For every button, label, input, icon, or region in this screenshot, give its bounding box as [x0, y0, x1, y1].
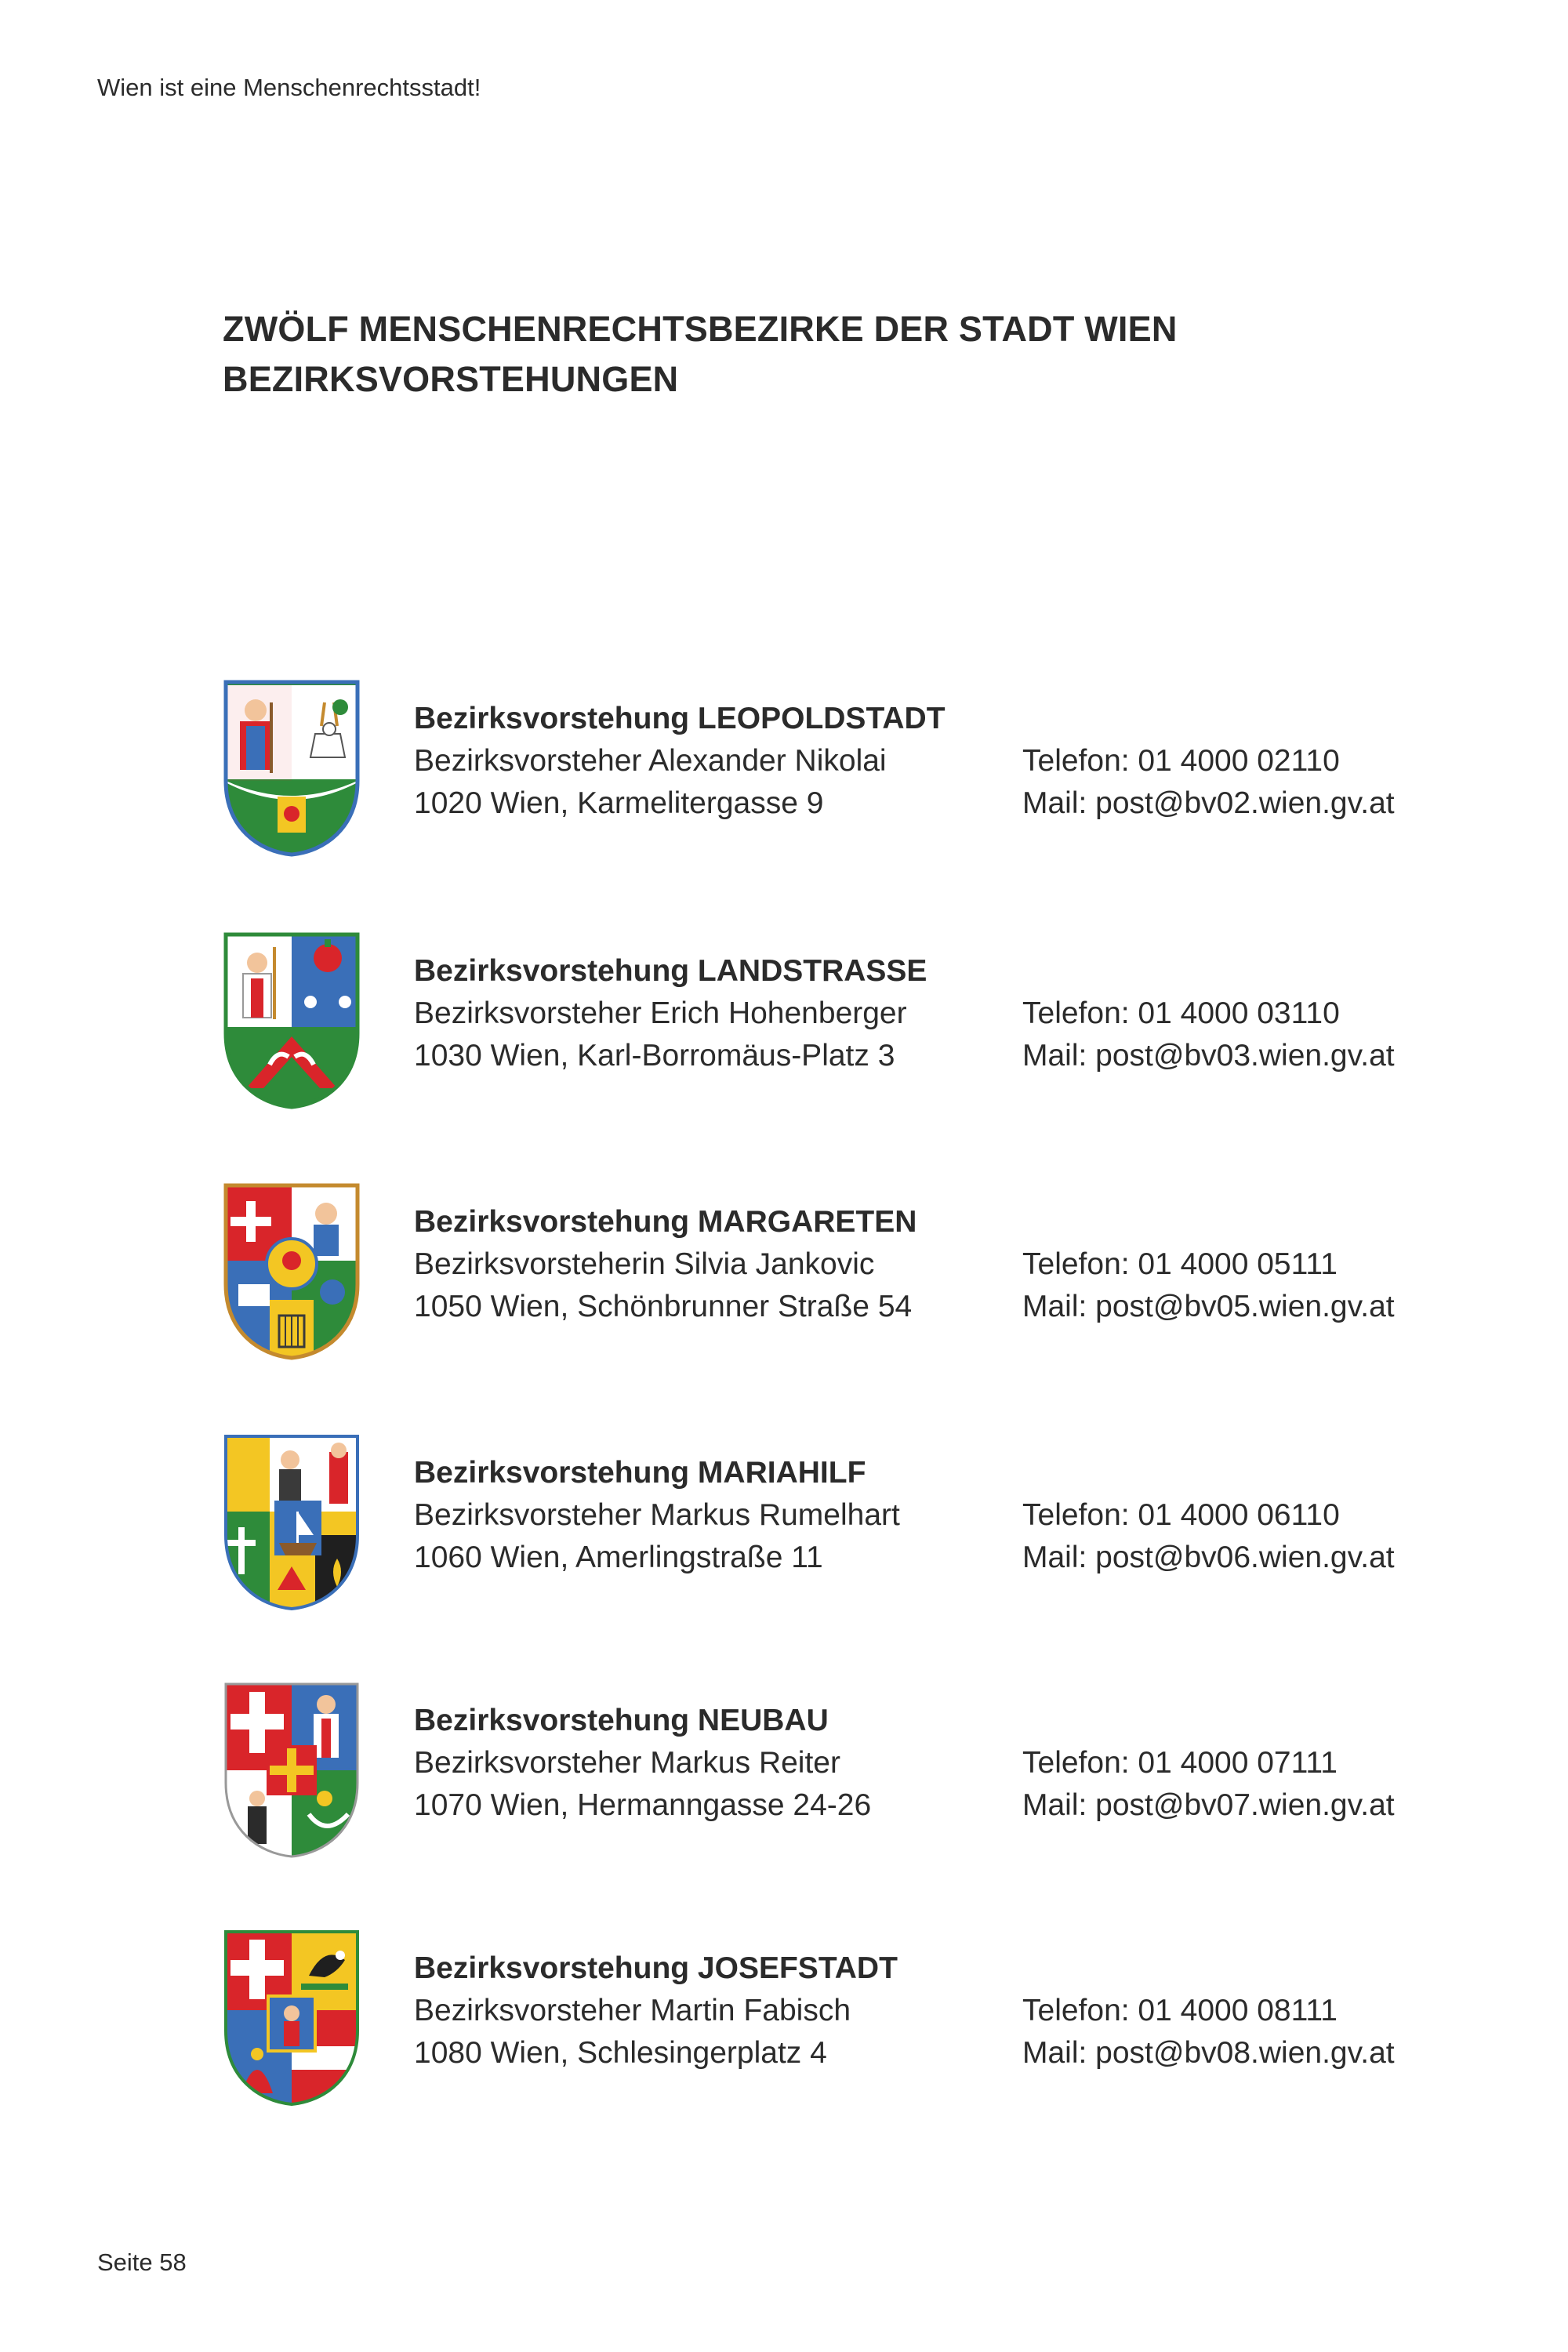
phone-number: Telefon: 01 4000 08111: [1022, 1994, 1338, 2027]
district-entry-mariahilf: [223, 1433, 1446, 1613]
margareten-coat-of-arms-icon: [223, 1182, 361, 1361]
mariahilf-coat-of-arms-icon: [223, 1433, 361, 1612]
leopoldstadt-coat-of-arms-icon: [223, 679, 361, 858]
heading-line-1: ZWÖLF MENSCHENRECHTSBEZIRKE DER STADT WIEN: [223, 309, 1178, 349]
district-address: 1030 Wien, Karl-Borromäus-Platz 3: [414, 1039, 895, 1073]
phone-number: Telefon: 01 4000 02110: [1022, 744, 1340, 778]
district-title: Bezirksvorstehung MARGARETEN: [414, 1205, 917, 1239]
contact-block: [1022, 1494, 1395, 1579]
page-number: Seite 58: [97, 2249, 187, 2276]
phone-number: Telefon: 01 4000 05111: [1022, 1247, 1338, 1281]
district-head: Bezirksvorsteher Martin Fabisch: [414, 1994, 851, 2027]
district-title: Bezirksvorstehung LEOPOLDSTADT: [414, 702, 946, 735]
district-address: 1080 Wien, Schlesingerplatz 4: [414, 2036, 827, 2070]
address-block: [414, 698, 946, 825]
email-address[interactable]: Mail: post@bv02.wien.gv.at: [1022, 786, 1395, 820]
address-block: [414, 1700, 871, 1827]
district-title: Bezirksvorstehung MARIAHILF: [414, 1456, 866, 1490]
landstrasse-coat-of-arms-icon: [223, 931, 361, 1110]
contact-block: [1022, 740, 1395, 825]
district-title: Bezirksvorstehung NEUBAU: [414, 1704, 829, 1737]
email-address[interactable]: Mail: post@bv05.wien.gv.at: [1022, 1290, 1395, 1323]
district-head: Bezirksvorsteherin Silvia Jankovic: [414, 1247, 875, 1281]
district-title: Bezirksvorstehung LANDSTRASSE: [414, 954, 927, 988]
email-address[interactable]: Mail: post@bv07.wien.gv.at: [1022, 1788, 1395, 1822]
district-head: Bezirksvorsteher Markus Rumelhart: [414, 1498, 900, 1532]
heading-line-2: BEZIRKSVORSTEHUNGEN: [223, 359, 679, 399]
address-block: [414, 1452, 900, 1579]
district-entry-neubau: [223, 1681, 1446, 1861]
district-entry-leopoldstadt: [223, 679, 1446, 859]
district-head: Bezirksvorsteher Erich Hohenberger: [414, 996, 907, 1030]
district-address: 1050 Wien, Schönbrunner Straße 54: [414, 1290, 913, 1323]
district-address: 1070 Wien, Hermanngasse 24-26: [414, 1788, 872, 1822]
district-address: 1060 Wien, Amerlingstraße 11: [414, 1541, 823, 1574]
email-address[interactable]: Mail: post@bv08.wien.gv.at: [1022, 2036, 1395, 2070]
page-heading: [223, 304, 1178, 405]
contact-block: [1022, 1742, 1395, 1827]
contact-block: [1022, 1990, 1395, 2074]
email-address[interactable]: Mail: post@bv06.wien.gv.at: [1022, 1541, 1395, 1574]
phone-number: Telefon: 01 4000 06110: [1022, 1498, 1340, 1532]
address-block: [414, 950, 927, 1077]
district-entry-landstrasse: [223, 931, 1446, 1112]
phone-number: Telefon: 01 4000 03110: [1022, 996, 1340, 1030]
address-block: [414, 1947, 898, 2074]
josefstadt-coat-of-arms-icon: [223, 1929, 361, 2107]
district-address: 1020 Wien, Karmelitergasse 9: [414, 786, 824, 820]
contact-block: [1022, 1243, 1395, 1328]
district-title: Bezirksvorstehung JOSEFSTADT: [414, 1951, 898, 1985]
phone-number: Telefon: 01 4000 07111: [1022, 1746, 1338, 1780]
district-entry-josefstadt: [223, 1929, 1446, 2109]
address-block: [414, 1201, 916, 1328]
district-head: Bezirksvorsteher Markus Reiter: [414, 1746, 840, 1780]
district-entry-margareten: [223, 1182, 1446, 1363]
running-header: Wien ist eine Menschenrechtsstadt!: [97, 74, 481, 101]
district-head: Bezirksvorsteher Alexander Nikolai: [414, 744, 887, 778]
neubau-coat-of-arms-icon: [223, 1681, 361, 1860]
contact-block: [1022, 993, 1395, 1077]
email-address[interactable]: Mail: post@bv03.wien.gv.at: [1022, 1039, 1395, 1073]
